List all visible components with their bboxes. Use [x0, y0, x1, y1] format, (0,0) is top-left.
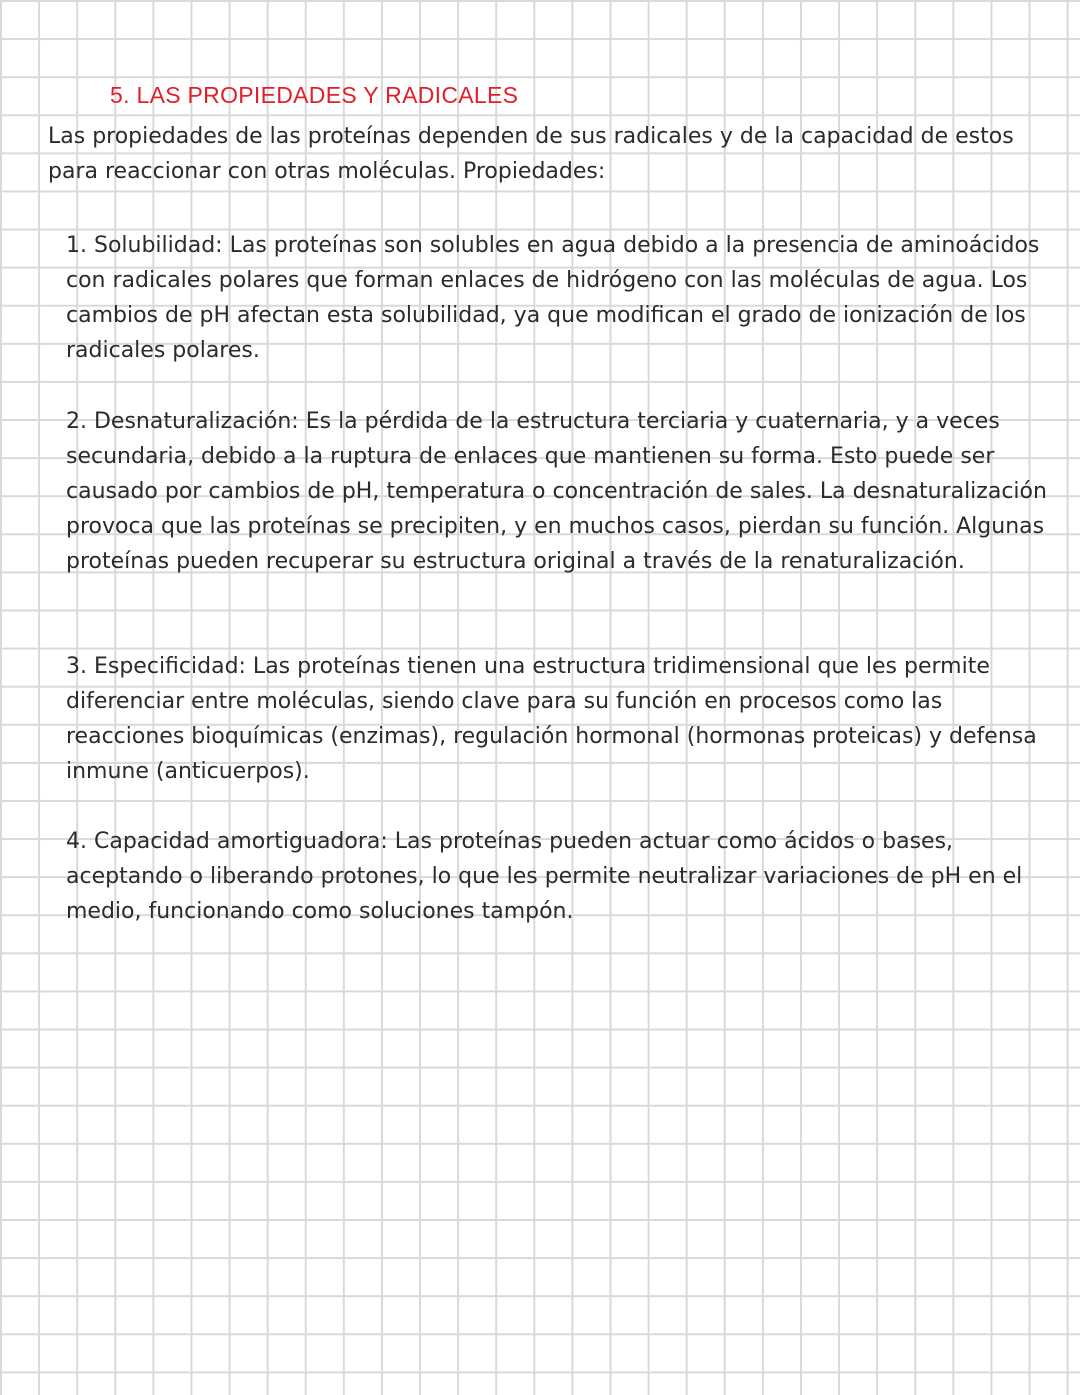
intro-paragraph: Las propiedades de las proteínas dependen de sus radicales y de la capacidad de estos para reaccionar con otras moléculas. Propiedades:: [48, 124, 1014, 184]
property-denaturation: 2. Desnaturalización: Es la pérdida de la estructura terciaria y cuaternaria, y a veces secundaria, debido a la ruptura de enlaces que mantienen su forma. Esto puede ser causado por cambios de pH, temperatura o concentración de sales. La desnaturalización provoca que las proteínas se precipiten, y en muchos casos, pierdan su función. Algunas proteínas pueden recuperar su estructura original a través de la renaturalización.: [66, 409, 1047, 574]
property-solubility: 1. Solubilidad: Las proteínas son solubles en agua debido a la presencia de aminoácidos con radicales polares que forman enlaces de hidrógeno con las moléculas de agua. Los cambios de pH afectan esta solubilidad, ya que modifican el grado de ionización de los radicales polares.: [66, 233, 1040, 363]
property-buffer-capacity: 4. Capacidad amortiguadora: Las proteínas pueden actuar como ácidos o bases, aceptando o liberando protones, lo que les permite neutralizar variaciones de pH en el medio, funcionando como soluciones tampón.: [66, 829, 1023, 924]
property-specificity: 3. Especificidad: Las proteínas tienen una estructura tridimensional que les permite diferenciar entre moléculas, siendo clave para su función en procesos como las reacciones bioquímicas (enzimas), regulación hormonal (hormonas proteicas) y defensa inmune (anticuerpos).: [66, 654, 1037, 784]
section-title: 5. LAS PROPIEDADES Y RADICALES: [110, 82, 519, 108]
